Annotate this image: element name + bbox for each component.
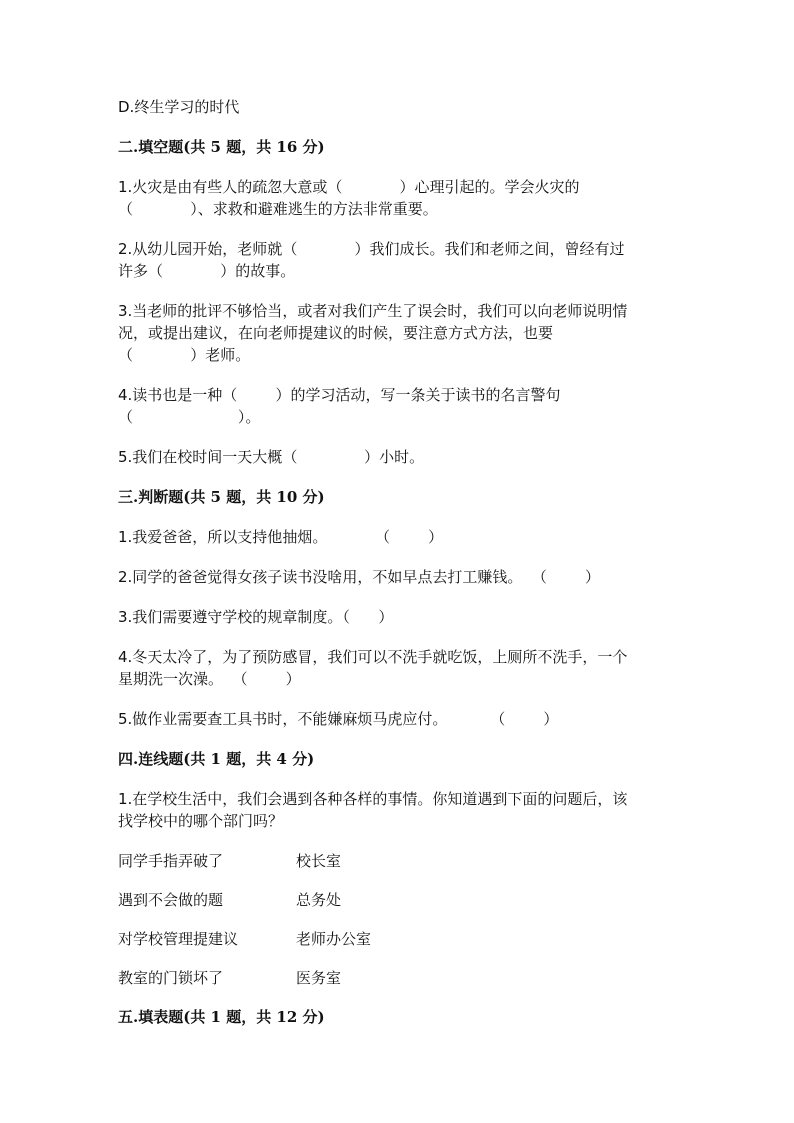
match-left-item: 教室的门锁坏了 bbox=[118, 969, 224, 987]
match-left-item: 同学手指弄破了 bbox=[118, 852, 224, 870]
match-right-item: 医务室 bbox=[296, 969, 342, 987]
judge-question-1 bbox=[118, 526, 678, 548]
fill-question-2 bbox=[118, 238, 678, 282]
fill-question-5 bbox=[118, 446, 678, 468]
judge-question-2 bbox=[118, 566, 678, 588]
fill-q1-line-1: 1.火灾是由有些人的疏忽大意或（ ）心理引起的。学会火灾的 bbox=[118, 178, 580, 196]
match-row bbox=[118, 967, 678, 989]
fill-question-4 bbox=[118, 384, 678, 428]
judge-q3-line-1: 3.我们需要遵守学校的规章制度。（ ） bbox=[118, 608, 394, 626]
match-row bbox=[118, 928, 678, 950]
match-q1-line-2: 找学校中的哪个部门吗？ bbox=[118, 812, 284, 830]
judge-q5-line-1: 5.做作业需要查工具书时，不能嫌麻烦马虎应付。 （ ） bbox=[118, 710, 559, 728]
judge-question-5 bbox=[118, 708, 678, 730]
fill-q4-line-2: （ ）。 bbox=[118, 408, 261, 426]
fill-q5-line-1: 5.我们在校时间一天大概（ ）小时。 bbox=[118, 448, 425, 466]
section-2-heading: 二.填空题(共 5 题，共 16 分) bbox=[118, 138, 325, 156]
match-row bbox=[118, 889, 678, 911]
judge-q4-line-2: 星期洗一次澡。 （ ） bbox=[118, 670, 301, 688]
fill-q4-line-1: 4.读书也是一种（ ）的学习活动，写一条关于读书的名言警句 bbox=[118, 386, 561, 404]
fill-q2-line-2: 许多（ ）的故事。 bbox=[118, 262, 296, 280]
fill-question-3 bbox=[118, 300, 678, 366]
match-q1-line-1: 1.在学校生活中，我们会遇到各种各样的事情。你知道遇到下面的问题后，该 bbox=[118, 790, 628, 808]
fill-q1-line-2: （ ）、求救和避难逃生的方法非常重要。 bbox=[118, 200, 438, 218]
match-row bbox=[118, 850, 678, 872]
option-d: D.终生学习的时代 bbox=[118, 98, 240, 116]
judge-q1-line-1: 1.我爱爸爸，所以支持他抽烟。 （ ） bbox=[118, 528, 444, 546]
fill-question-1 bbox=[118, 176, 678, 220]
match-left-item: 遇到不会做的题 bbox=[118, 891, 224, 909]
judge-q2-line-1: 2.同学的爸爸觉得女孩子读书没啥用，不如早点去打工赚钱。 （ ） bbox=[118, 568, 600, 586]
match-right-item: 校长室 bbox=[296, 852, 342, 870]
exam-page bbox=[118, 96, 678, 1046]
section-3-heading: 三.判断题(共 5 题，共 10 分) bbox=[118, 488, 325, 506]
match-right-item: 老师办公室 bbox=[296, 930, 372, 948]
fill-q3-line-3: （ ）老师。 bbox=[118, 346, 251, 364]
judge-question-4 bbox=[118, 646, 678, 690]
fill-q2-line-1: 2.从幼儿园开始，老师就（ ）我们成长。我们和老师之间，曾经有过 bbox=[118, 240, 625, 258]
match-right-item: 总务处 bbox=[296, 891, 342, 909]
match-question-1 bbox=[118, 788, 678, 832]
section-4-heading: 四.连线题(共 1 题，共 4 分) bbox=[118, 750, 315, 768]
judge-q4-line-1: 4.冬天太冷了，为了预防感冒，我们可以不洗手就吃饭，上厕所不洗手，一个 bbox=[118, 648, 628, 666]
fill-q3-line-2: 况，或提出建议，在向老师提建议的时候，要注意方式方法，也要 bbox=[118, 324, 554, 342]
match-left-item: 对学校管理提建议 bbox=[118, 930, 239, 948]
fill-q3-line-1: 3.当老师的批评不够恰当，或者对我们产生了误会时，我们可以向老师说明情 bbox=[118, 302, 628, 320]
section-5-heading: 五.填表题(共 1 题，共 12 分) bbox=[118, 1008, 325, 1026]
judge-question-3 bbox=[118, 606, 678, 628]
